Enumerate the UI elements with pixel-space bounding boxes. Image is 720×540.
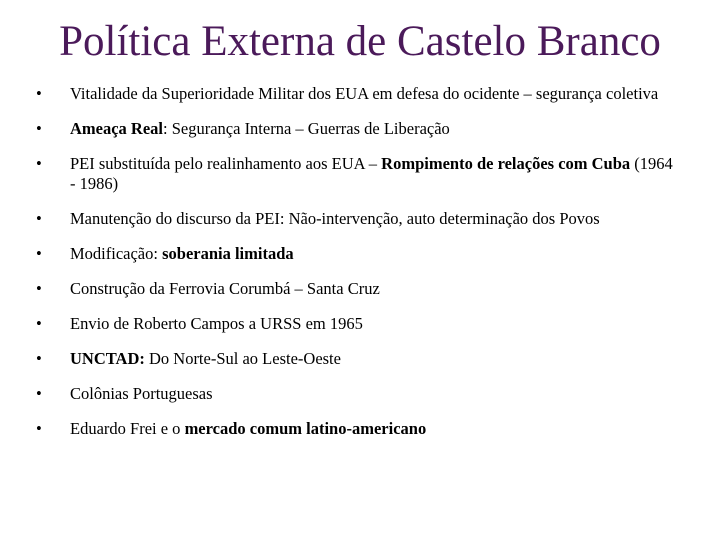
bullet-text-segment: Eduardo Frei e o <box>70 419 185 438</box>
bullet-text-segment: Do Norte-Sul ao Leste-Oeste <box>144 349 341 368</box>
bullet-item <box>36 154 676 194</box>
bullet-text-segment: Modificação: <box>70 244 163 263</box>
bullet-text <box>70 84 658 103</box>
bullet-text-bold: Rompimento de relações com Cuba <box>381 154 631 173</box>
bullet-text-bold: UNCTAD: <box>70 349 145 368</box>
bullet-item <box>36 244 676 264</box>
bullet-item <box>36 384 676 404</box>
bullet-dot: • <box>36 244 42 263</box>
bullet-text-bold: mercado comum latino-americano <box>184 419 427 438</box>
bullet-dot: • <box>36 209 42 228</box>
bullet-item <box>36 419 676 439</box>
bullet-text <box>70 279 380 298</box>
bullet-dot: • <box>36 119 42 138</box>
bullet-dot: • <box>36 314 42 333</box>
bullet-item <box>36 84 676 104</box>
bullet-text-segment: (1964 - 1986) <box>70 154 673 193</box>
bullet-text-segment: PEI substituída pelo realinhamento aos EUA – <box>70 154 382 173</box>
bullet-item <box>36 279 676 299</box>
bullet-text-segment: : Segurança Interna – Guerras de Liberação <box>163 119 450 138</box>
bullet-dot: • <box>36 84 42 103</box>
bullet-item <box>36 349 676 369</box>
bullet-text <box>70 154 673 193</box>
bullet-text-bold: Ameaça Real <box>70 119 164 138</box>
bullet-item <box>36 209 676 229</box>
bullet-dot: • <box>36 419 42 438</box>
bullet-text <box>70 349 341 368</box>
bullet-item <box>36 314 676 334</box>
bullet-text-segment: Colônias Portuguesas <box>70 384 213 403</box>
bullet-item <box>36 119 676 139</box>
bullet-dot: • <box>36 349 42 368</box>
bullet-text <box>70 209 600 228</box>
bullet-dot: • <box>36 154 42 173</box>
bullet-text <box>70 314 363 333</box>
slide-title: Política Externa de Castelo Branco <box>59 18 661 65</box>
bullet-dot: • <box>36 384 42 403</box>
bullet-text-segment: Vitalidade da Superioridade Militar dos EUA em defesa do ocidente – segurança coletiva <box>70 84 659 103</box>
bullet-list <box>36 84 676 454</box>
bullet-text-bold: soberania limitada <box>162 244 294 263</box>
bullet-text <box>70 119 450 138</box>
bullet-text <box>70 244 294 263</box>
bullet-dot: • <box>36 279 42 298</box>
bullet-text-segment: Manutenção do discurso da PEI: Não-intervenção, auto determinação dos Povos <box>70 209 600 228</box>
bullet-text-segment: Envio de Roberto Campos a URSS em 1965 <box>70 314 363 333</box>
bullet-text <box>70 419 426 438</box>
bullet-text-segment: Construção da Ferrovia Corumbá – Santa Cruz <box>70 279 380 298</box>
bullet-text <box>70 384 213 403</box>
